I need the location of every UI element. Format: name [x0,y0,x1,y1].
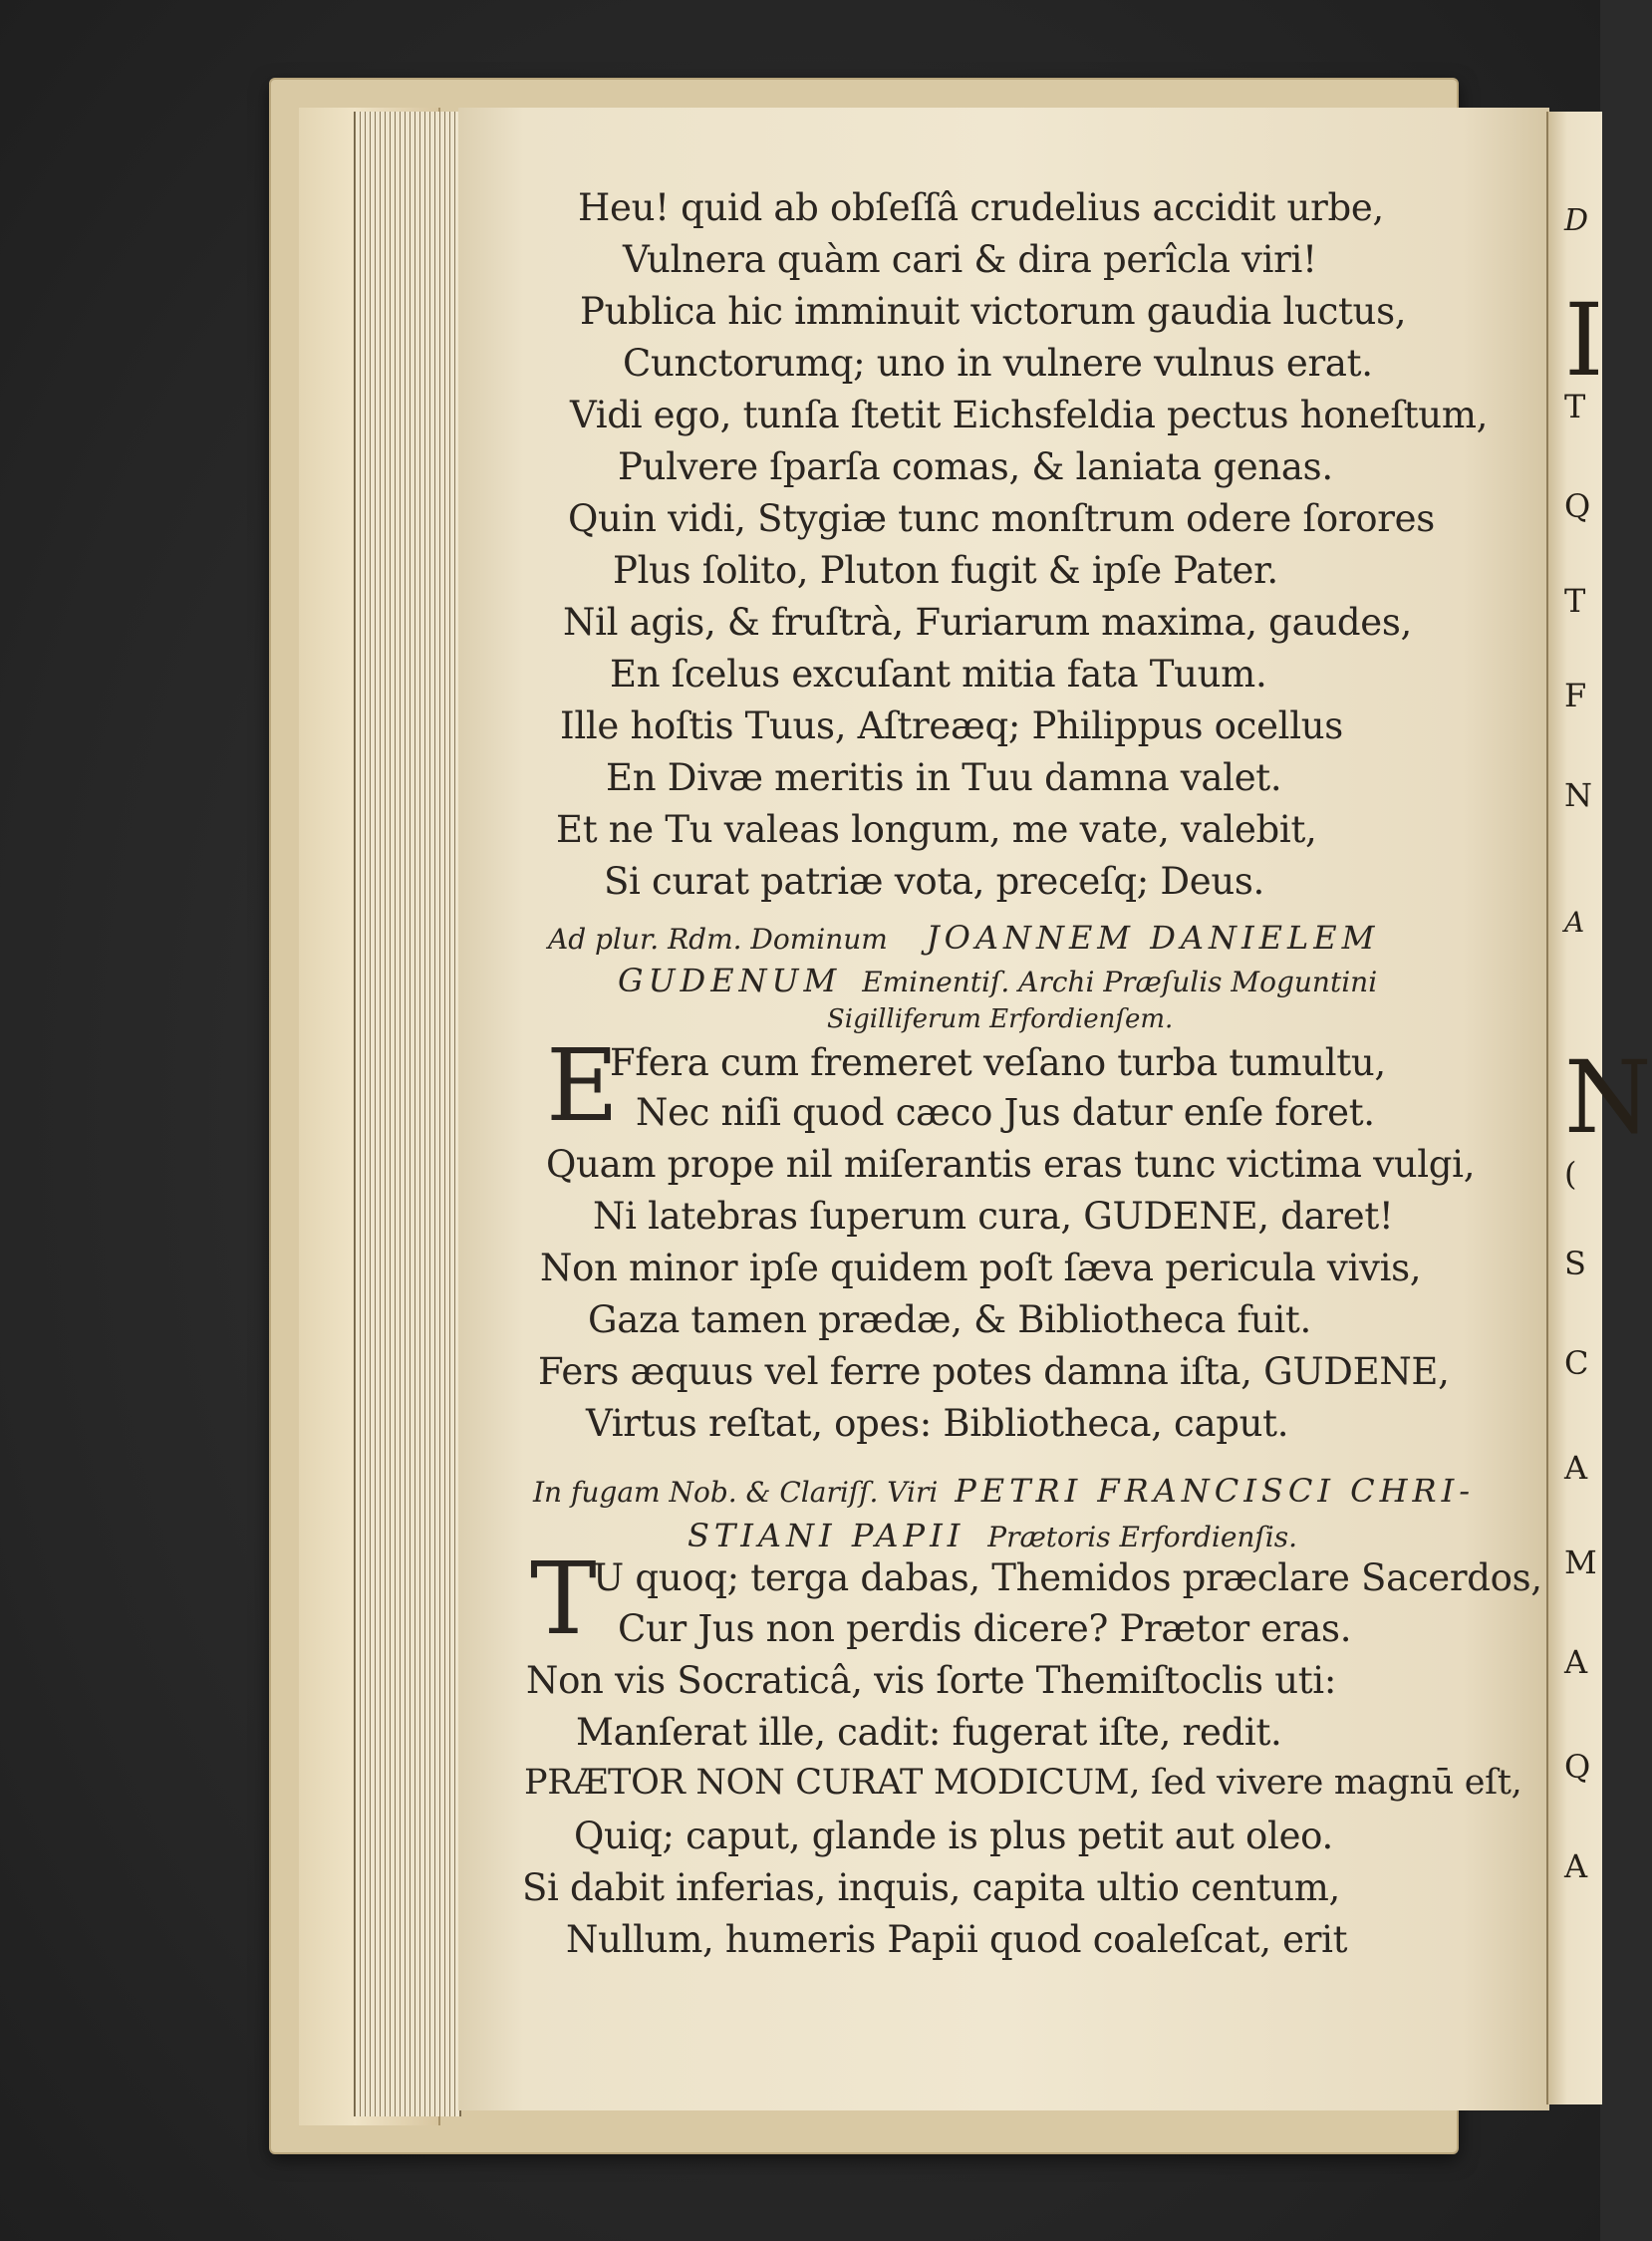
verse-line: Et ne Tu valeas longum, me vate, valebit, [556,808,1317,851]
verse-line: En Divæ meritis in Tuu damna valet. [606,756,1282,799]
verse-line: Quam prope nil miſerantis eras tunc victima vulgi, [546,1143,1476,1186]
verse-line: Nec niſi quod cæco Jus datur enſe foret. [636,1091,1375,1134]
heading-name: JOANNEM DANIELEM [926,919,1380,957]
dedication-heading [533,1472,1476,1510]
verse-line: Cur Jus non perdis dicere? Prætor eras. [618,1607,1352,1650]
verse-line: U quoq; terga dabas, Themidos præclare Sacerdos, [593,1556,1542,1599]
verse-line: Vidi ego, tunſa ſtetit Eichsfeldia pectus honeſtum, [570,394,1489,436]
next-page-letter: ( [1564,1155,1577,1193]
next-page-letter: D [1564,203,1589,238]
dedication-heading [548,919,1380,957]
verse-line: Plus ſolito, Pluton fugit & ipſe Pater. [613,549,1278,592]
next-page-letter: T [1564,388,1586,425]
verse-line: Gaza tamen prædæ, & Bibliotheca fuit. [588,1298,1311,1341]
heading-text: In fugam Nob. & Clariſſ. Viri [533,1476,939,1509]
next-page-edge [1546,112,1652,2104]
verse-line: Ni latebras ſuperum cura, GUDENE, daret! [593,1195,1394,1238]
verse-line: Manſerat ille, cadit: fugerat iſte, redit. [576,1711,1282,1754]
drop-cap: T [530,1541,597,1657]
next-page-letter: T [1564,582,1586,620]
heading-text: Prætoris Erfordienſis. [987,1521,1298,1553]
verse-line: Publica hic imminuit victorum gaudia luctus, [580,290,1407,333]
next-page-letter: N [1564,1039,1652,1156]
verse-line: Non minor ipſe quidem poſt ſæva pericula vivis, [540,1247,1422,1289]
verse-line: Quiq; caput, glande is plus petit aut oleo. [574,1815,1333,1857]
verse-line: Non vis Socraticâ, vis ſorte Themiſtoclis uti: [526,1659,1336,1702]
dedication-heading [618,962,1378,999]
next-page-letter: A [1564,1643,1588,1681]
verse-line: Fers æquus vel ferre potes damna iſta, GUDENE, [538,1350,1450,1393]
heading-name: PETRI FRANCISCI CHRI- [955,1472,1476,1510]
verse-line: Si dabit inferias, inquis, capita ultio centum, [522,1866,1340,1909]
verse-line: Nil agis, & fruſtrà, Furiarum maxima, gaudes, [563,601,1412,644]
verse-line: Cunctorumq; uno in vulnere vulnus erat. [623,342,1373,385]
verse-line: Ffera cum fremeret veſano turba tumultu, [610,1041,1386,1084]
verse-line: Quin vidi, Stygiæ tunc monſtrum odere ſorores [568,497,1435,540]
dedication-heading [688,1517,1298,1554]
verse-line: Si curat patriæ vota, preceſq; Deus. [604,860,1265,903]
next-page-letter: S [1564,1245,1586,1282]
next-page-letter: F [1564,677,1587,714]
heading-name: GUDENUM [618,962,842,999]
verse-line: Vulnera quàm cari & dira perîcla viri! [623,238,1317,281]
verse-line: Pulvere ſparſa comas, & laniata genas. [618,445,1333,488]
verse-line: PRÆTOR NON CURAT MODICUM, ſed vivere magnū eſt, [524,1763,1522,1803]
page-edges [354,112,461,2116]
next-page-letter: C [1564,1344,1589,1382]
verse-line: Nullum, humeris Papii quod coaleſcat, erit [566,1918,1348,1961]
next-page-letter: Q [1564,487,1591,525]
verse-line: Virtus reſtat, opes: Bibliotheca, caput. [586,1402,1289,1445]
heading-name: STIANI PAPII [688,1517,965,1554]
next-page-letter: Q [1564,1748,1591,1786]
next-page-letter: A [1564,1847,1588,1885]
verse-line: Ille hoſtis Tuus, Aſtreæq; Philippus ocellus [560,704,1343,747]
next-page-letter: A [1564,1449,1588,1487]
heading-text: Ad plur. Rdm. Dominum [548,923,888,956]
next-page-letter: N [1564,776,1592,814]
dedication-heading: Sigilliferum Erfordienſem. [827,1004,1174,1034]
verse-line: Heu! quid ab obſeſſâ crudelius accidit urbe, [578,186,1384,229]
next-page-letter: I [1564,282,1604,399]
drop-cap: E [546,1027,619,1144]
heading-text: Eminentiſ. Archi Præſulis Moguntini [862,966,1378,998]
next-page-letter: A [1564,906,1585,939]
verse-line: En ſcelus excuſant mitia fata Tuum. [610,653,1267,696]
next-page-letter: M [1564,1543,1597,1581]
